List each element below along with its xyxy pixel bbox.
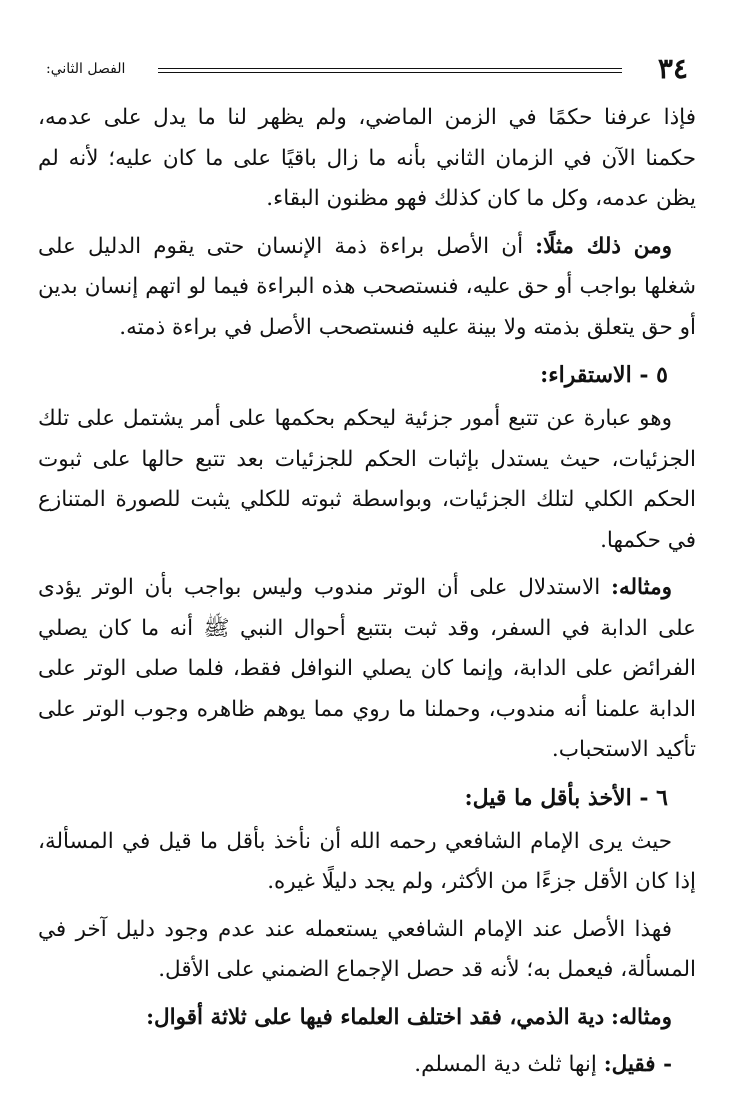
paragraph-1: فإذا عرفنا حكمًا في الزمن الماضي، ولم يظهر لنا ما يدل على عدمه، حكمنا الآن في الزمان الثاني بأنه ما زال باقيًا على ما كان عليه؛ لأنه لم يظن عدمه، وكل ما كان كذلك فهو مظنون البقاء. xyxy=(38,105,696,211)
paragraph-opinion-1 xyxy=(38,1045,696,1086)
body-text xyxy=(38,98,696,1086)
example-lead: ومن ذلك مثلًا: xyxy=(535,233,672,259)
opinion-lead: - فقيل: xyxy=(603,1052,672,1077)
page-number: ٣٤ xyxy=(657,52,688,85)
example-lead: ومثاله: xyxy=(611,575,672,600)
paragraph-example-2 xyxy=(38,568,696,771)
section-heading-6: ٦ - الأخذ بأقل ما قيل: xyxy=(464,784,668,811)
paragraph-example-1 xyxy=(38,227,696,349)
paragraph-6: فهذا الأصل عند الإمام الشافعي يستعمله عند عدم وجود دليل آخر في المسألة، فيعمل به؛ لأنه قد حصل الإجماع الضمني على الأقل. xyxy=(38,916,696,982)
section-heading-5: ٥ - الاستقراء: xyxy=(540,362,668,388)
paragraph-definition: وهو عبارة عن تتبع أمور جزئية ليحكم بحكمها على أمر يشتمل على تلك الجزئيات، حيث يستدل بإثبات الحكم للجزئيات بعد تتبع حالها على ثبوت الحكم الكلي لتلك الجزئيات، وبواسطة ثبوته للكلي يثبت للصورة المتنازع في حكمها. xyxy=(38,406,696,553)
example-text: دية الذمي، فقد اختلف العلماء فيها على ثلاثة أقوال: xyxy=(146,1004,605,1030)
paragraph-example-3 xyxy=(38,998,696,1039)
header-rule xyxy=(158,68,622,73)
chapter-title: الفصل الثاني: xyxy=(46,61,126,77)
opinion-text: إنها ثلث دية المسلم. xyxy=(414,1052,597,1077)
example-lead: ومثاله: xyxy=(611,1004,672,1030)
paragraph-5: حيث يرى الإمام الشافعي رحمه الله أن نأخذ بأقل ما قيل في المسألة، إذا كان الأقل جزءًا من الأكثر، ولم يجد دليلًا غيره. xyxy=(38,828,696,894)
example-text: أن الأصل براءة ذمة الإنسان حتى يقوم الدليل على شغلها بواجب أو حق عليه، فنستصحب هذه البراءة فيما لو اتهم إنسان بدين أو حق يتعلق بذمته ولا بينة عليه فنستصحب الأصل في براءة ذمته. xyxy=(38,233,696,340)
example-text: الاستدلال على أن الوتر مندوب وليس بواجب بأن الوتر يؤدى على الدابة في السفر، وقد ثبت بتتبع أحوال النبي ﷺ أنه ما كان يصلي الفرائض على الدابة، وإنما كان يصلي النوافل فقط، فلما صلى الوتر على الدابة علمنا أنه مندوب، وحملنا ما روي مما يوهم ظاهره وجوب الوتر على تأكيد الاستحباب. xyxy=(38,575,696,762)
running-header xyxy=(38,44,696,90)
